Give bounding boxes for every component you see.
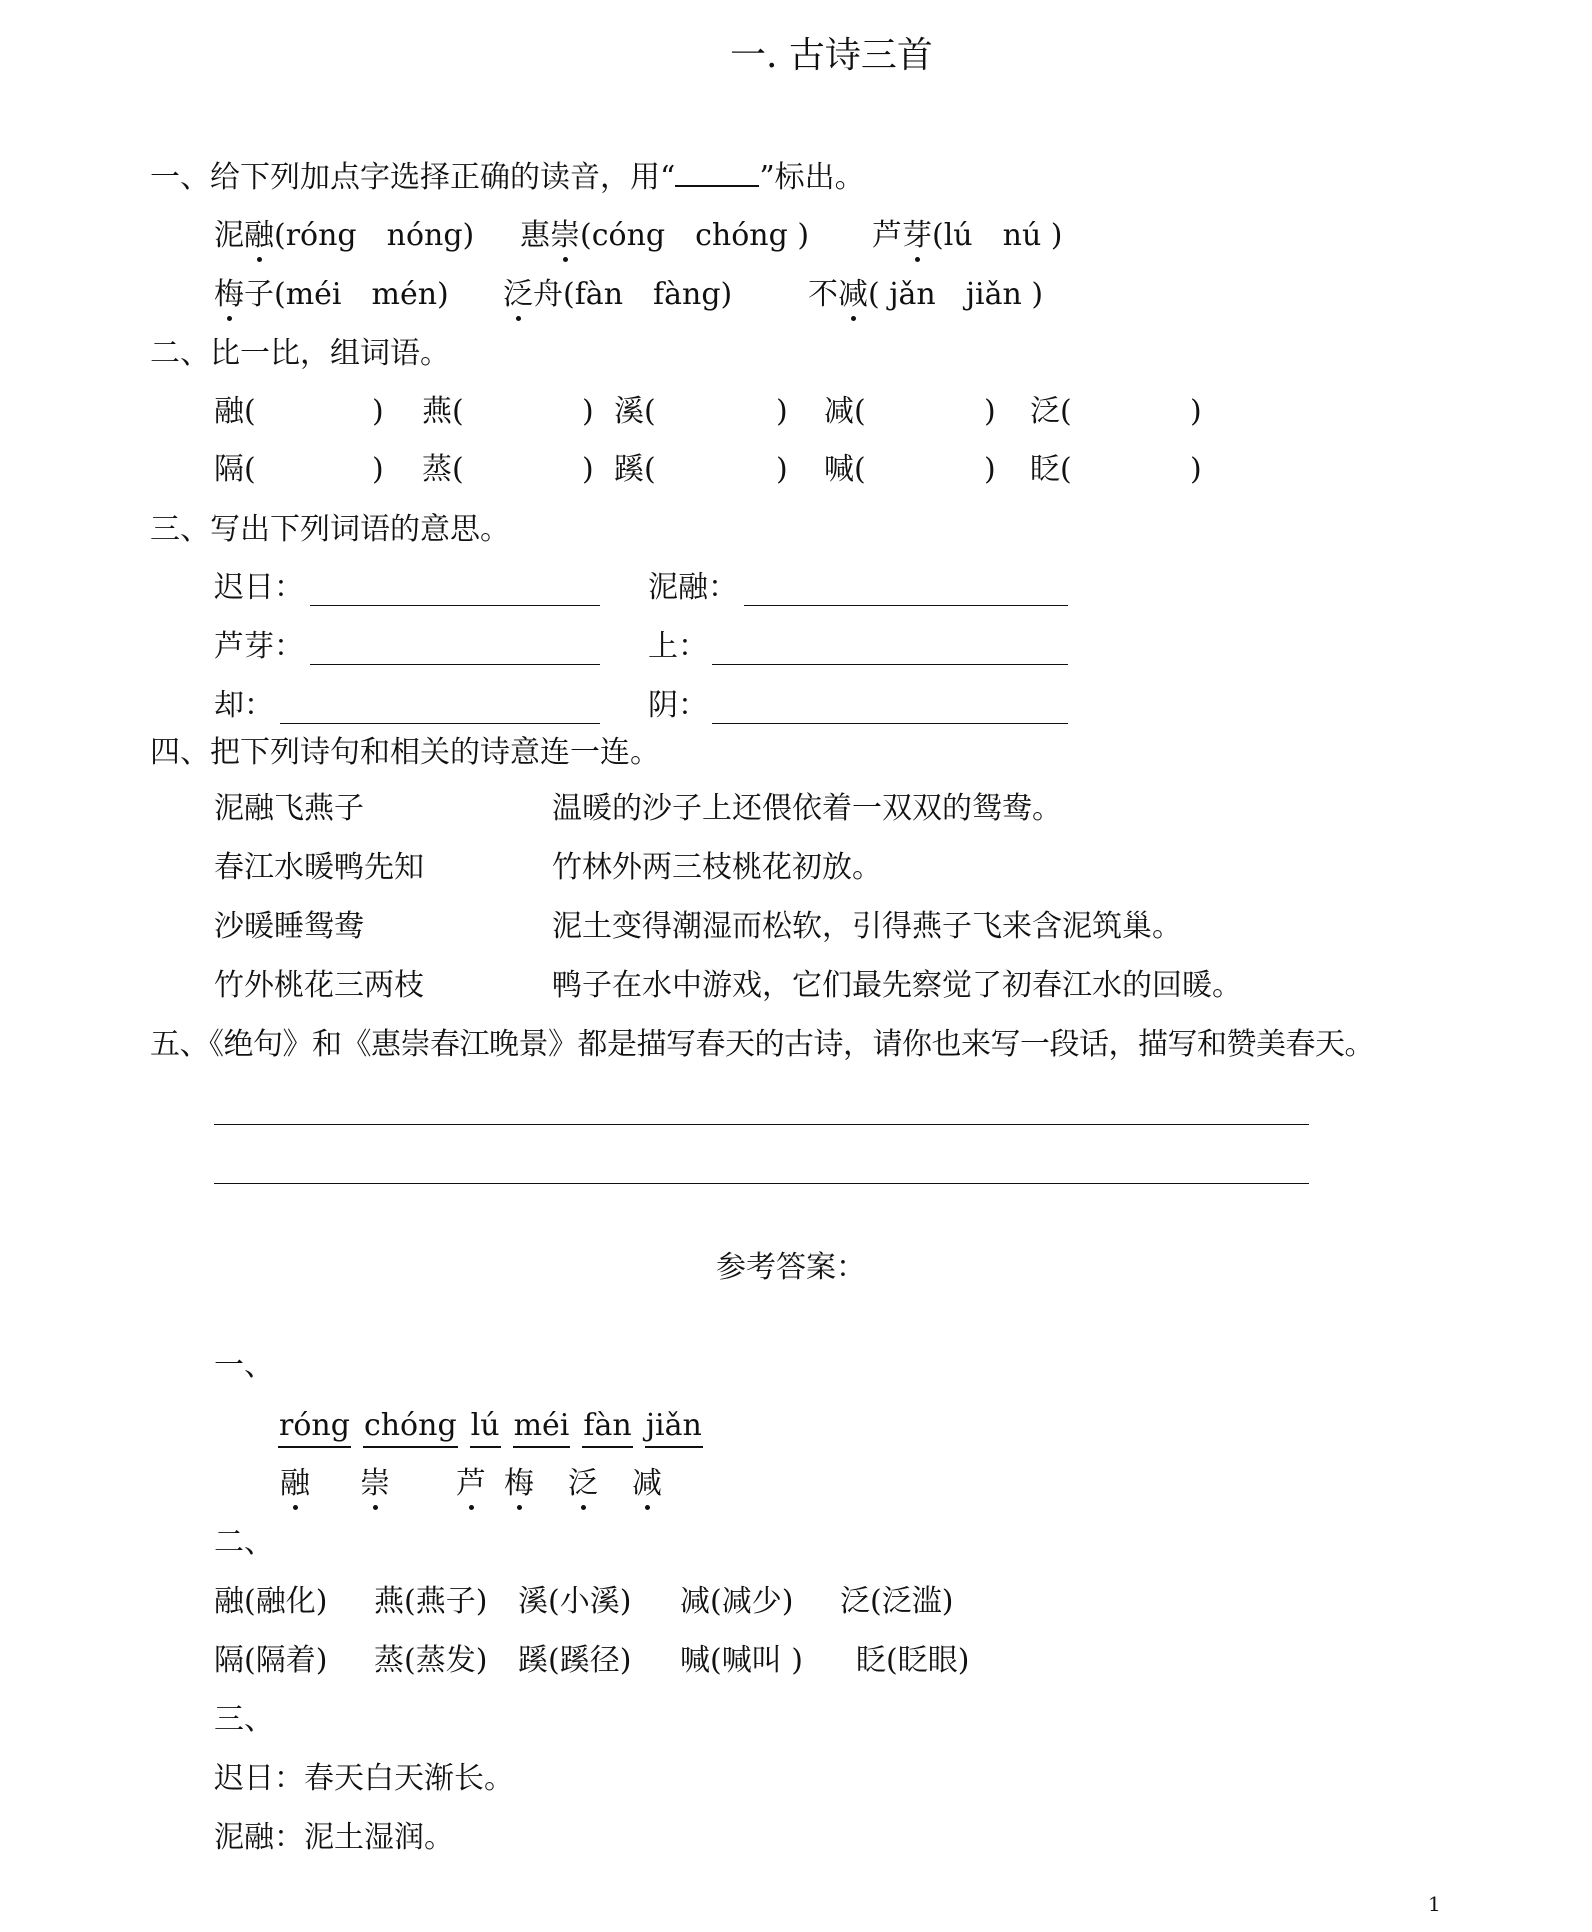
answer-char: 崇	[360, 1466, 390, 1501]
answer-word: 眨(眨眼)	[856, 1643, 970, 1678]
pinyin-underlined: fàn	[582, 1408, 632, 1448]
q1-item: 梅子(méi mén)	[214, 277, 449, 312]
answer-meaning: 泥融：泥土湿润。	[214, 1820, 454, 1855]
q2-item: 溪(	[614, 394, 656, 429]
answer-char: 梅	[504, 1466, 534, 1501]
q4-poem-line: 沙暖睡鸳鸯	[214, 909, 364, 944]
q3-term: 阴：	[648, 688, 708, 723]
answer-word: 喊(喊叫 )	[680, 1643, 803, 1678]
writing-line	[214, 1183, 1309, 1184]
q3-term: 芦芽：	[214, 629, 304, 664]
answer-meaning: 迟日：春天白天渐长。	[214, 1761, 514, 1796]
page-title: 一. 古诗三首	[730, 35, 933, 76]
q2-item: 燕(	[422, 394, 464, 429]
q1-item: 不减( jǎn jiǎn )	[808, 277, 1044, 312]
q2-close: )	[582, 394, 594, 429]
answer-blank	[310, 605, 600, 606]
pinyin-underlined: jiǎn	[645, 1408, 703, 1448]
pinyin-underlined: méi	[513, 1408, 571, 1448]
q2-close: )	[984, 452, 996, 487]
writing-line	[214, 1124, 1309, 1125]
q1-item: 泛舟(fàn fàng)	[503, 277, 733, 312]
q4-heading: 四、把下列诗句和相关的诗意连一连。	[150, 735, 660, 770]
answer-word: 融(融化)	[214, 1584, 328, 1619]
answer-word: 蹊(蹊径)	[518, 1643, 632, 1678]
q2-heading: 二、比一比，组词语。	[150, 336, 450, 371]
pinyin-underlined: chóng	[363, 1408, 458, 1448]
q2-close: )	[582, 452, 594, 487]
q1-heading-pre: 一、给下列加点字选择正确的读音，用“	[150, 160, 676, 195]
answer-char: 融	[280, 1466, 310, 1501]
answer-title: 参考答案：	[716, 1250, 866, 1285]
q4-meaning: 鸭子在水中游戏，它们最先察觉了初春江水的回暖。	[552, 968, 1242, 1003]
answer-word: 溪(小溪)	[518, 1584, 632, 1619]
answer-blank	[310, 664, 600, 665]
q2-close: )	[372, 452, 384, 487]
page-number: 1	[1428, 1892, 1441, 1916]
q2-close: )	[776, 394, 788, 429]
q4-poem-line: 竹外桃花三两枝	[214, 968, 424, 1003]
answer-char: 减	[632, 1466, 662, 1501]
q2-item: 隔(	[214, 452, 256, 487]
q1-item: 泥融(róng nóng)	[214, 218, 475, 253]
q3-term: 泥融：	[648, 570, 738, 605]
q2-item: 融(	[214, 394, 256, 429]
pinyin-underlined: róng	[278, 1408, 351, 1448]
answer-section-2: 二、	[214, 1525, 274, 1560]
q4-poem-line: 泥融飞燕子	[214, 791, 364, 826]
q3-term: 迟日：	[214, 570, 304, 605]
q2-item: 眨(	[1030, 452, 1072, 487]
q2-close: )	[1190, 394, 1202, 429]
q3-term: 却：	[214, 688, 274, 723]
q2-close: )	[776, 452, 788, 487]
answer-char: 芦	[456, 1466, 486, 1501]
answer-blank	[712, 664, 1068, 665]
answer-blank	[712, 723, 1068, 724]
answer-mark-sample	[675, 161, 759, 187]
q4-poem-line: 春江水暖鸭先知	[214, 850, 424, 885]
q2-close: )	[1190, 452, 1202, 487]
answer-section-3: 三、	[214, 1702, 274, 1737]
q2-item: 减(	[824, 394, 866, 429]
answer-word: 燕(燕子)	[374, 1584, 488, 1619]
q4-meaning: 泥土变得潮湿而松软，引得燕子飞来含泥筑巢。	[552, 909, 1182, 944]
q1-heading	[150, 160, 865, 196]
q2-close: )	[984, 394, 996, 429]
q4-meaning: 温暖的沙子上还偎依着一双双的鸳鸯。	[552, 791, 1062, 826]
q2-close: )	[372, 394, 384, 429]
answer-char: 泛	[568, 1466, 598, 1501]
q1-item: 惠崇(cóng chóng )	[520, 218, 810, 253]
q5-heading: 五、《绝句》和《惠崇春江晚景》都是描写春天的古诗，请你也来写一段话，描写和赞美春天。	[150, 1027, 1374, 1062]
answer-word: 泛(泛滥)	[840, 1584, 954, 1619]
q2-item: 喊(	[824, 452, 866, 487]
answer-blank	[280, 723, 600, 724]
answer-pinyin-row	[278, 1408, 715, 1448]
q4-meaning: 竹林外两三枝桃花初放。	[552, 850, 882, 885]
q2-item: 泛(	[1030, 394, 1072, 429]
q1-item: 芦芽(lú nú )	[872, 218, 1063, 253]
answer-word: 蒸(蒸发)	[374, 1643, 488, 1678]
q3-term: 上：	[648, 629, 708, 664]
q2-item: 蒸(	[422, 452, 464, 487]
answer-word: 减(减少)	[680, 1584, 794, 1619]
q3-heading: 三、写出下列词语的意思。	[150, 512, 510, 547]
answer-section-1: 一、	[214, 1348, 274, 1383]
q2-item: 蹊(	[614, 452, 656, 487]
q1-heading-post: ”标出。	[759, 160, 865, 195]
pinyin-underlined: lú	[470, 1408, 501, 1448]
answer-blank	[744, 605, 1068, 606]
answer-word: 隔(隔着)	[214, 1643, 328, 1678]
